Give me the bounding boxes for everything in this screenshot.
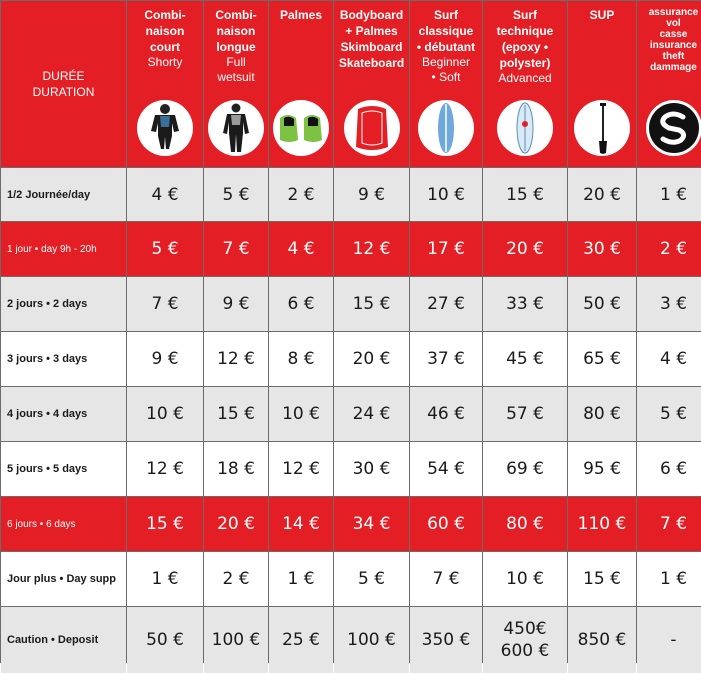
price-value — [282, 458, 320, 480]
price-value — [660, 293, 687, 315]
price-line: 7 € — [151, 293, 178, 315]
price-line: 350 € — [422, 629, 471, 651]
price-value — [506, 184, 544, 206]
price-line: 450€ — [501, 618, 550, 640]
price-line: 100 € — [347, 629, 396, 651]
price-value — [353, 348, 391, 370]
price-line: 15 € — [506, 184, 544, 206]
price-cell — [334, 222, 409, 276]
price-value — [427, 348, 465, 370]
column-title-line: polyster) — [497, 55, 554, 71]
price-cell — [483, 332, 567, 386]
column-subtitle-line: dammage — [650, 62, 697, 73]
column-title — [590, 7, 615, 23]
price-cell — [483, 277, 567, 331]
column-title-line: Skateboard — [339, 55, 404, 71]
price-value — [217, 348, 255, 370]
row-label-caution-deposit: Caution • Deposit — [1, 607, 126, 673]
column-header-bodyboard — [334, 1, 409, 167]
price-line: 15 € — [583, 568, 621, 590]
shorty-wetsuit-icon — [137, 100, 193, 156]
price-value — [506, 348, 544, 370]
price-line: 8 € — [287, 348, 314, 370]
price-cell — [204, 332, 268, 386]
price-value — [222, 184, 249, 206]
price-line: 17 € — [427, 238, 465, 260]
price-value — [427, 403, 465, 425]
price-value — [217, 513, 255, 535]
price-value — [287, 184, 314, 206]
column-title-line: Combi- — [144, 7, 185, 23]
price-line: 14 € — [282, 513, 320, 535]
price-cell — [637, 332, 701, 386]
price-line: 50 € — [146, 629, 184, 651]
column-title-line: court — [144, 39, 185, 55]
price-cell — [334, 607, 409, 673]
duration-header — [1, 1, 126, 167]
price-cell — [568, 222, 636, 276]
price-line: 850 € — [578, 629, 627, 651]
price-line: 9 € — [358, 184, 385, 206]
price-value — [501, 618, 550, 662]
price-line: 4 € — [287, 238, 314, 260]
price-cell — [637, 277, 701, 331]
price-value — [427, 293, 465, 315]
price-cell — [568, 277, 636, 331]
price-value — [583, 403, 621, 425]
price-cell — [568, 387, 636, 441]
row-label-jour-plus-day-supp: Jour plus • Day supp — [1, 552, 126, 606]
full-wetsuit-icon — [208, 100, 264, 156]
price-line: 12 € — [217, 348, 255, 370]
price-value — [217, 403, 255, 425]
price-cell — [127, 222, 203, 276]
column-title — [339, 7, 404, 71]
price-line: 2 € — [660, 238, 687, 260]
column-header-insurance-logo — [637, 1, 701, 167]
price-cell — [410, 277, 482, 331]
column-header-full-wetsuit — [204, 1, 268, 167]
price-line: 10 € — [282, 403, 320, 425]
price-line: 9 € — [151, 348, 178, 370]
price-line: 6 € — [660, 458, 687, 480]
row-label-4-jours-4-days: 4 jours • 4 days — [1, 387, 126, 441]
price-line: 12 € — [282, 458, 320, 480]
price-line: 37 € — [427, 348, 465, 370]
price-line: 12 € — [353, 238, 391, 260]
column-title-line: Skimboard — [339, 39, 404, 55]
price-line: 5 € — [358, 568, 385, 590]
price-line: 4 € — [151, 184, 178, 206]
price-cell — [568, 332, 636, 386]
price-line: 1 € — [660, 568, 687, 590]
price-line: 7 € — [660, 513, 687, 535]
column-title-line: technique — [497, 23, 554, 39]
price-value — [151, 293, 178, 315]
price-cell — [269, 497, 333, 551]
price-value — [217, 458, 255, 480]
price-cell — [637, 552, 701, 606]
price-line: 2 € — [222, 568, 249, 590]
price-line: 1 € — [287, 568, 314, 590]
price-line: 7 € — [222, 238, 249, 260]
price-line: 20 € — [353, 348, 391, 370]
price-value — [660, 568, 687, 590]
column-title-line: SUP — [590, 7, 615, 23]
price-cell — [269, 387, 333, 441]
column-title — [649, 7, 698, 40]
price-value — [282, 403, 320, 425]
price-value — [583, 184, 621, 206]
sup-paddle-icon — [574, 100, 630, 156]
price-value — [583, 568, 621, 590]
price-cell — [637, 387, 701, 441]
column-subtitle — [650, 40, 697, 73]
price-value — [353, 293, 391, 315]
column-header-sup-paddle — [568, 1, 636, 167]
price-line: 45 € — [506, 348, 544, 370]
price-value — [660, 513, 687, 535]
price-cell — [204, 168, 268, 221]
price-line: 5 € — [151, 238, 178, 260]
price-value — [660, 238, 687, 260]
price-cell — [127, 168, 203, 221]
price-line: 24 € — [353, 403, 391, 425]
price-line: 20 € — [583, 184, 621, 206]
price-cell — [269, 442, 333, 496]
price-cell — [410, 387, 482, 441]
column-title — [497, 7, 554, 71]
price-line: 30 € — [583, 238, 621, 260]
column-title-line: casse — [649, 29, 698, 40]
price-value — [222, 238, 249, 260]
price-cell — [127, 497, 203, 551]
column-title-line: Palmes — [280, 7, 322, 23]
price-cell — [204, 442, 268, 496]
price-cell — [568, 442, 636, 496]
price-line: 20 € — [217, 513, 255, 535]
column-header-classic-surfboard — [410, 1, 482, 167]
column-subtitle — [148, 55, 183, 70]
price-line: 3 € — [660, 293, 687, 315]
column-subtitle-line: Full — [217, 55, 254, 70]
classic-surfboard-icon — [418, 100, 474, 156]
price-line: 10 € — [146, 403, 184, 425]
price-value — [287, 293, 314, 315]
column-subtitle-line: Beginner — [422, 55, 470, 70]
column-subtitle — [498, 71, 551, 86]
column-title-line: longue — [215, 39, 256, 55]
price-value — [422, 629, 471, 651]
price-line: 600 € — [501, 640, 550, 662]
price-cell — [410, 442, 482, 496]
price-cell — [483, 168, 567, 221]
column-title-line: Combi- — [215, 7, 256, 23]
price-line: 50 € — [583, 293, 621, 315]
column-title-line: Surf — [417, 7, 475, 23]
column-title — [417, 7, 475, 55]
price-cell — [334, 497, 409, 551]
price-value — [222, 568, 249, 590]
column-title-line: naison — [144, 23, 185, 39]
price-value — [146, 513, 184, 535]
price-line: 15 € — [217, 403, 255, 425]
price-cell — [637, 168, 701, 221]
price-cell — [334, 277, 409, 331]
price-value — [353, 513, 391, 535]
price-value — [353, 403, 391, 425]
column-title-line: Bodyboard — [339, 7, 404, 23]
price-cell — [204, 387, 268, 441]
price-line: 30 € — [353, 458, 391, 480]
column-title-line: assurance — [649, 7, 698, 18]
price-value — [578, 629, 627, 651]
price-value — [583, 238, 621, 260]
price-value — [282, 513, 320, 535]
price-value — [506, 293, 544, 315]
duration-header-label: DURATION — [33, 84, 95, 100]
price-value — [151, 184, 178, 206]
column-subtitle-line: insurance — [650, 40, 697, 51]
price-value — [583, 293, 621, 315]
price-line: 69 € — [506, 458, 544, 480]
column-subtitle — [217, 55, 254, 85]
price-cell — [483, 442, 567, 496]
price-value — [287, 238, 314, 260]
column-title — [144, 7, 185, 55]
price-cell — [269, 552, 333, 606]
price-line: 57 € — [506, 403, 544, 425]
price-cell — [410, 497, 482, 551]
price-cell — [568, 168, 636, 221]
price-cell — [127, 277, 203, 331]
price-line: 100 € — [212, 629, 261, 651]
column-title-line: classique — [417, 23, 475, 39]
price-line: 54 € — [427, 458, 465, 480]
price-cell — [269, 332, 333, 386]
price-value — [660, 348, 687, 370]
price-line: 110 € — [578, 513, 627, 535]
price-line: 20 € — [506, 238, 544, 260]
column-title-line: + Palmes — [339, 23, 404, 39]
column-title — [215, 7, 256, 55]
price-value — [506, 568, 544, 590]
fins-icon — [273, 100, 329, 156]
price-value — [427, 184, 465, 206]
price-cell — [334, 552, 409, 606]
price-value — [427, 238, 465, 260]
price-value — [151, 348, 178, 370]
column-subtitle-line: wetsuit — [217, 70, 254, 85]
price-line: 80 € — [583, 403, 621, 425]
price-line: 6 € — [287, 293, 314, 315]
price-line: 10 € — [506, 568, 544, 590]
technical-surfboard-icon — [497, 100, 553, 156]
price-cell — [204, 607, 268, 673]
price-line: 25 € — [282, 629, 320, 651]
column-title-line: • débutant — [417, 39, 475, 55]
price-cell — [410, 607, 482, 673]
price-cell — [269, 277, 333, 331]
price-cell — [410, 168, 482, 221]
price-value — [670, 629, 676, 651]
price-cell — [483, 497, 567, 551]
price-value — [506, 238, 544, 260]
price-line: 27 € — [427, 293, 465, 315]
price-value — [282, 629, 320, 651]
price-cell — [334, 442, 409, 496]
price-cell — [334, 332, 409, 386]
price-line: 34 € — [353, 513, 391, 535]
price-cell — [204, 222, 268, 276]
price-cell — [127, 552, 203, 606]
price-line: 7 € — [432, 568, 459, 590]
price-cell — [637, 497, 701, 551]
column-header-fins — [269, 1, 333, 167]
price-line: - — [670, 629, 676, 651]
price-line: 65 € — [583, 348, 621, 370]
row-label-5-jours-5-days: 5 jours • 5 days — [1, 442, 126, 496]
column-title-line: (epoxy • — [497, 39, 554, 55]
price-cell — [127, 442, 203, 496]
price-cell — [269, 168, 333, 221]
column-header-shorty-wetsuit — [127, 1, 203, 167]
price-line: 10 € — [427, 184, 465, 206]
price-cell — [127, 332, 203, 386]
price-value — [427, 513, 465, 535]
price-value — [660, 458, 687, 480]
price-value — [287, 568, 314, 590]
price-value — [358, 184, 385, 206]
column-subtitle-line: theft — [650, 51, 697, 62]
price-line: 46 € — [427, 403, 465, 425]
price-cell — [269, 607, 333, 673]
price-cell — [483, 552, 567, 606]
price-line: 4 € — [660, 348, 687, 370]
price-line: 5 € — [660, 403, 687, 425]
price-value — [151, 238, 178, 260]
price-line: 15 € — [353, 293, 391, 315]
column-subtitle-line: Shorty — [148, 55, 183, 70]
price-line: 12 € — [146, 458, 184, 480]
price-cell — [204, 497, 268, 551]
column-subtitle-line: • Soft — [422, 70, 470, 85]
column-title-line: Surf — [497, 7, 554, 23]
price-cell — [410, 552, 482, 606]
price-cell — [127, 387, 203, 441]
price-cell — [568, 607, 636, 673]
price-value — [212, 629, 261, 651]
price-line: 1 € — [660, 184, 687, 206]
price-cell — [334, 168, 409, 221]
price-line: 5 € — [222, 184, 249, 206]
column-title — [280, 7, 322, 23]
price-value — [146, 629, 184, 651]
price-line: 18 € — [217, 458, 255, 480]
price-line: 9 € — [222, 293, 249, 315]
price-value — [287, 348, 314, 370]
price-cell — [637, 442, 701, 496]
price-value — [578, 513, 627, 535]
price-line: 80 € — [506, 513, 544, 535]
column-subtitle — [422, 55, 470, 85]
price-value — [146, 403, 184, 425]
price-value — [583, 348, 621, 370]
price-value — [583, 458, 621, 480]
price-cell — [410, 222, 482, 276]
price-cell — [269, 222, 333, 276]
column-subtitle-line: Advanced — [498, 71, 551, 86]
price-value — [353, 458, 391, 480]
row-label-3-jours-3-days: 3 jours • 3 days — [1, 332, 126, 386]
price-value — [353, 238, 391, 260]
row-label-1-2-journee-day: 1/2 Journée/day — [1, 168, 126, 221]
price-value — [506, 458, 544, 480]
price-value — [660, 403, 687, 425]
price-line: 60 € — [427, 513, 465, 535]
row-label-2-jours-2-days: 2 jours • 2 days — [1, 277, 126, 331]
price-cell — [483, 387, 567, 441]
insurance-logo-icon — [646, 100, 701, 156]
price-cell — [483, 607, 567, 673]
price-value — [146, 458, 184, 480]
price-cell — [637, 222, 701, 276]
price-line: 33 € — [506, 293, 544, 315]
column-header-technical-surfboard — [483, 1, 567, 167]
price-cell — [637, 607, 701, 673]
price-line: 15 € — [146, 513, 184, 535]
column-title-line: vol — [649, 18, 698, 29]
price-value — [432, 568, 459, 590]
price-cell — [483, 222, 567, 276]
price-cell — [204, 277, 268, 331]
price-value — [506, 403, 544, 425]
price-value — [506, 513, 544, 535]
price-line: 95 € — [583, 458, 621, 480]
price-value — [358, 568, 385, 590]
price-value — [151, 568, 178, 590]
price-value — [427, 458, 465, 480]
column-title-line: naison — [215, 23, 256, 39]
price-line: 2 € — [287, 184, 314, 206]
price-cell — [410, 332, 482, 386]
price-cell — [568, 552, 636, 606]
price-cell — [568, 497, 636, 551]
row-label-1-jour-day-9h-20h: 1 jour • day 9h - 20h — [1, 222, 126, 276]
price-cell — [127, 607, 203, 673]
row-label-6-jours-6-days: 6 jours • 6 days — [1, 497, 126, 551]
bodyboard-icon — [344, 100, 400, 156]
price-value — [347, 629, 396, 651]
price-line: 1 € — [151, 568, 178, 590]
duration-header-label: DURÉE — [42, 68, 84, 84]
price-value — [222, 293, 249, 315]
price-cell — [334, 387, 409, 441]
price-value — [660, 184, 687, 206]
price-cell — [204, 552, 268, 606]
